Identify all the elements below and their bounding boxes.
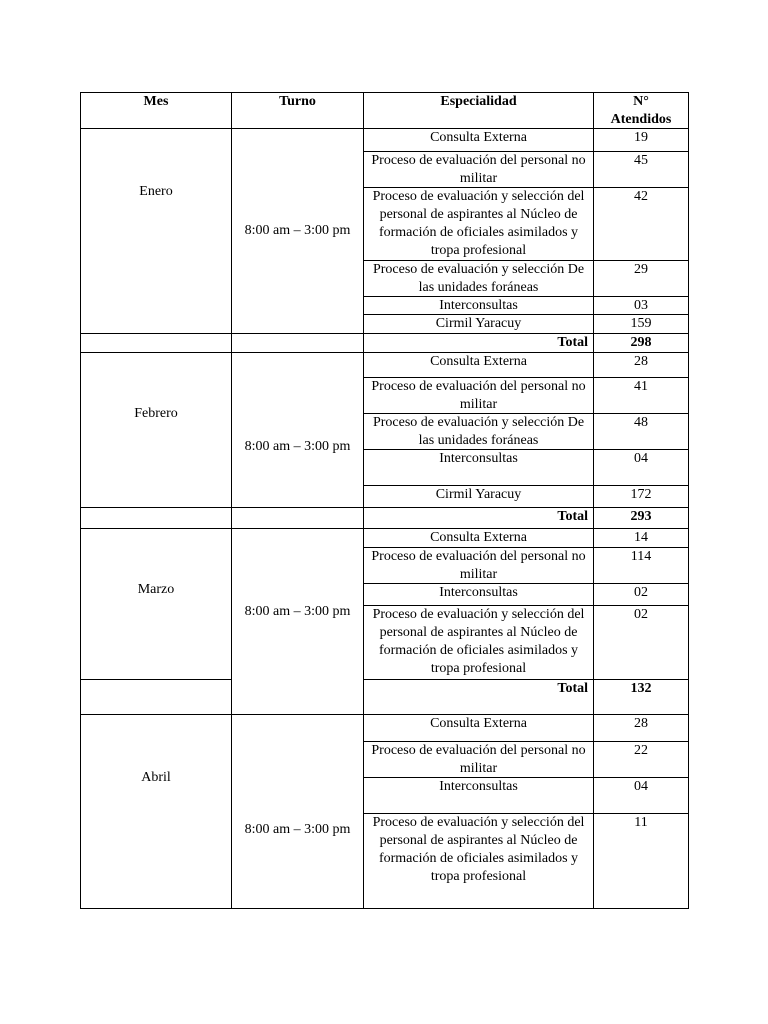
count-cell: 28 [634,354,648,369]
specialty-cell: Proceso de evaluación y selección De las unidades foráneas [372,262,585,295]
total-label: Total [557,335,588,350]
count-cell: 159 [630,316,652,331]
specialty-cell: Proceso de evaluación y selección del personal de aspirantes al Núcleo de formación de oficiales asimilados y tropa profesional [372,815,585,884]
count-cell: 11 [634,815,648,830]
month-label: Marzo [137,582,175,597]
count-cell: 41 [634,379,648,394]
count-cell: 42 [634,189,648,204]
count-cell: 29 [634,262,648,277]
specialty-cell: Cirmil Yaracuy [435,316,522,331]
month-label: Febrero [134,406,178,421]
count-cell: 03 [634,298,648,313]
total-value: 293 [630,509,652,524]
header-turno: Turno [279,94,316,109]
month-label: Enero [139,184,173,199]
month-label: Abril [141,770,171,785]
shift-label: 8:00 am – 3:00 pm [244,822,351,837]
count-cell: 14 [634,530,648,545]
specialty-cell: Proceso de evaluación y selección del personal de aspirantes al Núcleo de formación de oficiales asimilados y tropa profesional [372,189,585,258]
specialty-cell: Interconsultas [439,585,518,600]
shift-label: 8:00 am – 3:00 pm [244,604,351,619]
count-cell: 45 [634,153,648,168]
header-especialidad: Especialidad [440,94,517,109]
count-cell: 28 [634,716,648,731]
specialty-cell: Consulta Externa [430,354,527,369]
total-value: 132 [630,681,652,696]
total-label: Total [557,509,588,524]
specialty-cell: Interconsultas [439,779,518,794]
count-cell: 172 [630,487,652,502]
specialty-cell: Proceso de evaluación del personal no militar [371,743,586,776]
specialty-cell: Proceso de evaluación del personal no militar [371,379,586,412]
attendance-table [80,92,689,909]
specialty-cell: Interconsultas [439,298,518,313]
count-cell: 19 [634,130,648,145]
specialty-cell: Cirmil Yaracuy [435,487,522,502]
specialty-cell: Consulta Externa [430,130,527,145]
header-atendidos: N° Atendidos [610,94,672,127]
shift-label: 8:00 am – 3:00 pm [244,439,351,454]
total-value: 298 [630,335,652,350]
total-label: Total [557,681,588,696]
specialty-cell: Consulta Externa [430,716,527,731]
specialty-cell: Interconsultas [439,451,518,466]
count-cell: 02 [634,607,648,622]
count-cell: 22 [634,743,648,758]
count-cell: 04 [634,779,648,794]
specialty-cell: Consulta Externa [430,530,527,545]
count-cell: 114 [630,549,652,564]
header-mes: Mes [143,94,169,109]
shift-label: 8:00 am – 3:00 pm [244,223,351,238]
specialty-cell: Proceso de evaluación del personal no militar [371,153,586,186]
specialty-cell: Proceso de evaluación del personal no militar [371,549,586,582]
count-cell: 04 [634,451,648,466]
count-cell: 02 [634,585,648,600]
specialty-cell: Proceso de evaluación y selección del personal de aspirantes al Núcleo de formación de oficiales asimilados y tropa profesional [372,607,585,676]
count-cell: 48 [634,415,648,430]
specialty-cell: Proceso de evaluación y selección De las unidades foráneas [372,415,585,448]
